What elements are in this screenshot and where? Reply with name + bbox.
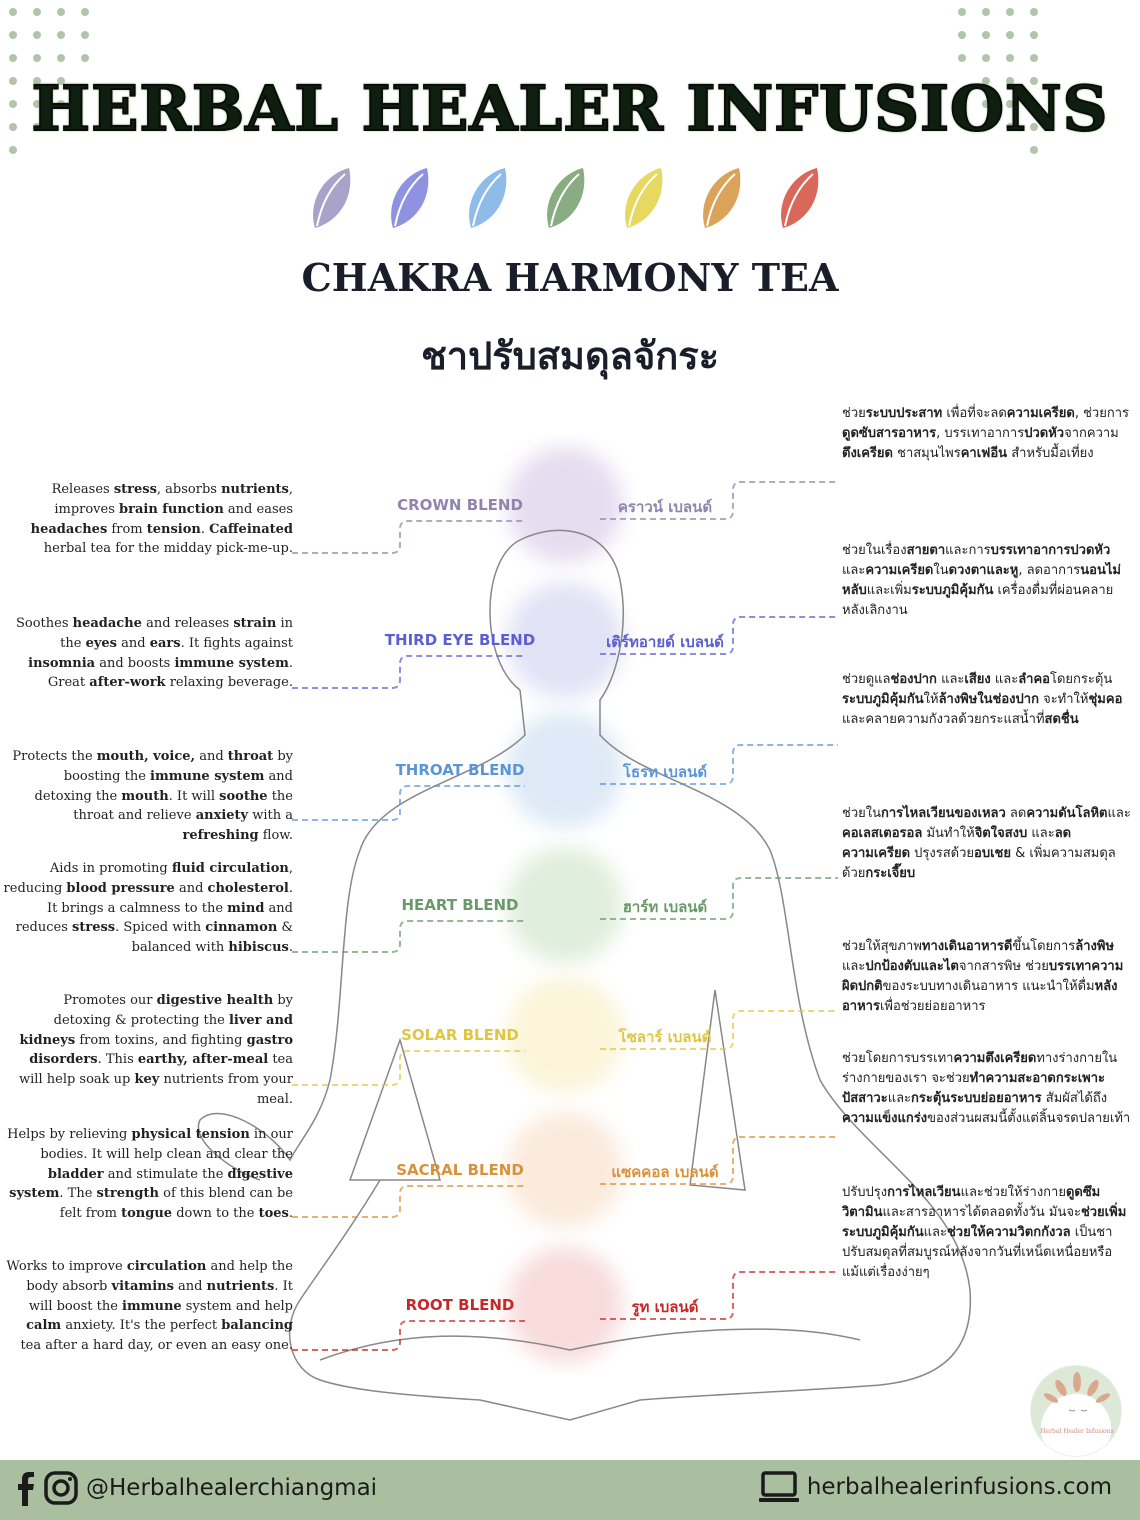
text-segment: system and help <box>181 1298 293 1314</box>
description-th <box>842 937 1132 1017</box>
text-segment: . <box>200 521 210 537</box>
text-segment: , reducing <box>3 861 293 896</box>
connector-line-left <box>292 521 525 553</box>
text-segment: มันทำให้ <box>922 826 975 841</box>
bold-keyword: ความเครียด <box>865 563 934 578</box>
bold-keyword: immune system <box>174 655 289 671</box>
bold-keyword: cholesterol <box>207 880 289 896</box>
bold-keyword: gastro disorders <box>29 1032 293 1068</box>
chakra-label-th: โซลาร์ เบลนด์ <box>618 1028 712 1046</box>
text-segment: และ <box>936 672 965 687</box>
bold-keyword: จิตใจสงบ <box>974 826 1028 841</box>
bold-keyword: คาเฟอีน <box>960 446 1008 461</box>
text-segment: and stimulate the <box>103 1166 228 1182</box>
text-segment: relaxing beverage. <box>165 675 293 691</box>
bold-keyword: ระบบภูมิคุ้มกัน <box>842 692 924 707</box>
text-segment: from toxins, and fighting <box>75 1032 247 1048</box>
text-segment: และช่วยให้ร่างกาย <box>960 1185 1066 1200</box>
bold-keyword: circulation <box>126 1259 207 1274</box>
text-segment: and <box>173 1278 207 1294</box>
text-segment: , ลดอาการ <box>1018 563 1081 578</box>
website-link-group <box>759 1470 1112 1504</box>
bold-keyword: ทำความสะอาดกระเพาะปัสสาวะ <box>842 1071 1106 1106</box>
description-th <box>842 1183 1132 1283</box>
bold-keyword: headaches <box>30 521 108 537</box>
bold-keyword: hibiscus <box>228 940 289 956</box>
bold-keyword: digestive system <box>9 1166 293 1202</box>
description-en <box>3 991 293 1110</box>
text-segment: ให้ <box>923 692 939 707</box>
text-segment: flow. <box>258 828 293 844</box>
bold-keyword: ลดความเครียด <box>842 826 1072 861</box>
chakra-label-th: โธรท เบลนด์ <box>622 763 708 781</box>
description-en <box>3 614 293 693</box>
bold-keyword: เสียง <box>964 672 991 687</box>
text-segment: in our bodies. It will help clean and clear the <box>40 1127 293 1162</box>
bold-keyword: คอเลสเตอรอล <box>842 826 923 841</box>
bold-keyword: ปวดหัว <box>1024 426 1065 441</box>
text-segment: จากความ <box>1064 426 1119 441</box>
subtitle-thai: ชาปรับสมดุลจักระ <box>420 334 720 378</box>
text-segment: ขึ้นโดยการ <box>1012 939 1076 954</box>
text-segment: ช่วยโดยการบรรเทา <box>842 1051 954 1066</box>
bold-keyword: กระเจี๊ยบ <box>865 866 916 881</box>
text-segment: and <box>174 880 208 896</box>
text-segment: ชาสมุนไพร <box>892 446 961 461</box>
text-segment: เพื่อช่วยย่อยอาหาร <box>879 999 986 1014</box>
text-segment: . The <box>59 1186 97 1202</box>
text-segment: ช่วยให้สุขภาพ <box>842 939 922 954</box>
bold-keyword: digestive health <box>156 993 274 1008</box>
text-segment: anxiety. It's the perfect <box>61 1318 222 1334</box>
facebook-icon[interactable] <box>14 1470 36 1506</box>
bold-keyword: ช่องปาก <box>890 672 937 687</box>
bold-keyword: immune system <box>150 768 265 784</box>
text-segment: in the <box>60 616 293 651</box>
instagram-icon[interactable] <box>44 1471 78 1505</box>
bold-keyword: stress <box>72 920 116 936</box>
bold-keyword: ล้างพิษ <box>1075 939 1115 954</box>
text-segment: . <box>288 1206 293 1222</box>
text-segment: . Spiced with <box>115 920 206 936</box>
description-th <box>842 404 1132 464</box>
bold-keyword: ชุ่มคอ <box>1088 692 1123 707</box>
bold-keyword: nutrients <box>221 482 289 497</box>
bold-keyword: anxiety <box>195 808 249 824</box>
website-url[interactable]: herbalhealerinfusions.com <box>806 1474 1112 1500</box>
laptop-icon <box>759 1470 799 1504</box>
chakra-label-en: SOLAR BLEND <box>401 1026 519 1044</box>
connector-line-left <box>292 656 525 688</box>
text-segment: . Great <box>47 655 293 691</box>
bold-keyword: ความตึงเครียด <box>953 1051 1037 1066</box>
text-segment: ทางร่างกายในร่างกายของเรา จะช่วย <box>842 1051 1118 1086</box>
social-links <box>14 1470 377 1506</box>
bold-keyword: calm <box>26 1318 62 1334</box>
text-segment: tea will help soak up <box>19 1052 293 1088</box>
bold-keyword: after-work <box>89 675 166 691</box>
text-segment: herbal tea for the midday pick-me-up. <box>43 541 293 557</box>
text-segment: ของระบบทางเดินอาหาร แนะนำให้ดื่ม <box>882 979 1095 994</box>
text-segment: by boosting the <box>63 749 293 784</box>
bold-keyword: tongue <box>121 1206 173 1222</box>
description-en <box>3 747 293 846</box>
text-segment: จะทำให้ <box>1038 692 1089 707</box>
chakra-label-en: SACRAL BLEND <box>396 1161 524 1179</box>
bold-keyword: ดวงตาและหู <box>948 563 1019 578</box>
bold-keyword: สดชื่น <box>1044 712 1079 727</box>
bold-keyword: refreshing <box>182 828 259 844</box>
bold-keyword: vitamins <box>111 1278 174 1294</box>
bold-keyword: insomnia <box>28 655 96 671</box>
bold-keyword: ความแข็งแกร่ง <box>842 1111 928 1126</box>
text-segment: Helps by relieving <box>7 1127 132 1142</box>
bold-keyword: นอนไม่หลับ <box>842 563 1121 598</box>
chakra-label-th: แซคคอล เบลนด์ <box>611 1163 719 1181</box>
bold-keyword: blood pressure <box>66 880 175 896</box>
text-segment: สัมผัสได้ถึง <box>1041 1091 1108 1106</box>
text-segment: . This <box>97 1052 138 1068</box>
bold-keyword: บรรเทาอาการปวดหัว <box>990 543 1111 558</box>
bold-keyword: balancing <box>221 1318 293 1334</box>
text-segment: และ <box>1027 826 1055 841</box>
text-segment: . It will <box>168 788 220 804</box>
text-segment: Releases <box>51 482 114 497</box>
bold-keyword: soothe <box>219 788 268 804</box>
bold-keyword: nutrients <box>206 1278 275 1294</box>
chakra-label-en: THIRD EYE BLEND <box>384 631 536 649</box>
text-segment: และคลายความกังวลด้วยกระแสน้ำที่ <box>842 712 1045 727</box>
text-segment: & balanced with <box>131 920 293 956</box>
text-segment: and reduces <box>15 900 293 936</box>
chakra-label-en: HEART BLEND <box>401 896 519 914</box>
text-segment: ลด <box>1005 806 1027 821</box>
text-segment: . It fights against <box>180 635 293 651</box>
description-en <box>3 1125 293 1224</box>
text-segment: จากสารพิษ ช่วย <box>958 959 1049 974</box>
text-segment: & เพิ่มความสมดุลด้วย <box>842 846 1116 881</box>
bold-keyword: mind <box>227 900 265 916</box>
bold-keyword: ปกป้องตับและไต <box>865 959 959 974</box>
text-segment: เครื่องดื่มที่ผ่อนคลายหลังเลิกงาน <box>842 583 1114 618</box>
chakra-label-th: รูท เบลนด์ <box>631 1298 699 1316</box>
bold-keyword: การไหลเวียนของเหลว <box>880 806 1006 821</box>
bold-keyword: ล้างพิษในช่องปาก <box>938 692 1039 707</box>
text-segment: และ <box>842 563 866 578</box>
text-segment: ช่วย <box>842 406 866 421</box>
description-th <box>842 804 1132 884</box>
connector-line-left <box>292 1186 525 1217</box>
bold-keyword: strain <box>233 616 277 631</box>
bold-keyword: strength <box>96 1186 159 1202</box>
text-segment: และ <box>923 1225 947 1240</box>
brand-logo <box>1030 1365 1122 1457</box>
text-segment: and <box>195 749 228 764</box>
bold-keyword: ความดันโลหิต <box>1026 806 1108 821</box>
text-segment: และ <box>842 959 866 974</box>
bold-keyword: liver and kidneys <box>19 1012 293 1048</box>
text-segment: Works to improve <box>6 1259 127 1274</box>
chakra-label-th: เติร์ทอายด์ เบลนด์ <box>606 633 724 651</box>
text-segment: โดยกระตุ้น <box>1050 672 1113 687</box>
text-segment: ช่วยดูแล <box>842 672 891 687</box>
bold-keyword: สายตา <box>906 543 946 558</box>
text-segment: สำหรับมื้อเที่ยง <box>1007 446 1094 461</box>
text-segment: the throat and relieve <box>73 788 293 824</box>
text-segment: and <box>117 635 150 651</box>
bold-keyword: ระบบภูมิคุ้มกัน <box>911 583 994 598</box>
description-en <box>3 859 293 958</box>
text-segment: and help the body absorb <box>26 1259 293 1294</box>
bold-keyword: mouth <box>121 788 169 804</box>
chakra-label-th: ฮาร์ท เบลนด์ <box>622 898 708 916</box>
text-segment: and releases <box>141 616 234 631</box>
bold-keyword: immune <box>122 1298 182 1314</box>
text-segment: , improves <box>54 482 293 517</box>
text-segment: และสารอาหารได้ตลอดทั้งวัน มันจะ <box>882 1205 1081 1220</box>
text-segment: with a <box>248 808 293 824</box>
text-segment: . It brings a calmness to the <box>46 880 293 916</box>
text-segment: Aids in promoting <box>49 861 172 876</box>
bold-keyword: อบเชย <box>974 846 1011 861</box>
text-segment: และ <box>990 672 1019 687</box>
bold-keyword: eyes <box>85 635 117 651</box>
connector-line-left <box>292 921 525 952</box>
bold-keyword: หลังอาหาร <box>842 979 1118 1014</box>
text-segment: , ช่วยการ <box>1074 406 1129 421</box>
text-segment: Promotes our <box>63 993 157 1008</box>
text-segment: from <box>107 521 147 537</box>
bold-keyword: bladder <box>47 1166 104 1182</box>
text-segment: and detoxing the <box>34 768 293 804</box>
text-segment: และเพิ่ม <box>866 583 912 598</box>
footer-bar <box>0 1460 1140 1520</box>
description-en <box>3 480 293 559</box>
chakra-label-en: THROAT BLEND <box>395 761 525 779</box>
bold-keyword: key <box>134 1072 160 1088</box>
text-segment: ของส่วนผสมนี้ตั้งแต่ลิ้นจรดปลายเท้า <box>927 1111 1131 1126</box>
bold-keyword: Caffeinated <box>209 521 293 537</box>
text-segment: of this blend can be felt from <box>59 1186 293 1222</box>
text-segment: เพื่อที่จะลด <box>942 406 1007 421</box>
bold-keyword: toes <box>258 1206 289 1222</box>
text-segment: tea after a hard day, or even an easy one. <box>20 1338 293 1354</box>
bold-keyword: ตึงเครียด <box>842 446 893 461</box>
bold-keyword: physical tension <box>131 1127 250 1142</box>
text-segment: by detoxing & protecting the <box>53 993 293 1028</box>
bold-keyword: stress <box>113 482 157 497</box>
bold-keyword: การไหลเวียน <box>887 1185 961 1200</box>
bold-keyword: brain function <box>119 501 224 517</box>
text-segment: ใน <box>933 563 949 578</box>
text-segment: . <box>288 940 293 956</box>
text-segment: ช่วยใน <box>842 806 881 821</box>
text-segment: . It will boost the <box>28 1278 293 1314</box>
text-segment: ปรับปรุง <box>842 1185 888 1200</box>
text-segment: down to the <box>172 1206 259 1222</box>
text-segment: nutrients from your meal. <box>159 1072 293 1107</box>
connector-line-left <box>292 786 525 820</box>
face-leaves-icon <box>1031 1366 1123 1426</box>
text-segment: และ <box>887 1091 912 1106</box>
text-segment: and boosts <box>95 655 175 671</box>
text-segment: Soothes <box>15 616 73 631</box>
text-segment: Protects the <box>12 749 97 764</box>
chakra-label-th: คราวน์ เบลนด์ <box>617 498 713 516</box>
bold-keyword: ระบบประสาท <box>865 406 943 421</box>
text-segment: and eases <box>223 501 293 517</box>
bold-keyword: headache <box>72 616 142 631</box>
chakra-label-en: CROWN BLEND <box>397 496 523 514</box>
page-title: HERBAL HEALER INFUSIONS <box>31 72 1109 145</box>
text-segment: , บรรเทาอาการ <box>936 426 1025 441</box>
subtitle: CHAKRA HARMONY TEA <box>301 255 839 300</box>
text-segment: และ <box>1107 806 1131 821</box>
description-th <box>842 541 1132 621</box>
bold-keyword: cinnamon <box>205 920 278 936</box>
logo-text: Herbal Healer Infusions <box>1040 1428 1114 1435</box>
bold-keyword: ดูดซับสารอาหาร <box>842 426 937 441</box>
text-segment: ช่วยในเรื่อง <box>842 543 907 558</box>
bold-keyword: mouth, voice, <box>96 749 196 764</box>
description-th <box>842 1049 1132 1129</box>
bold-keyword: ears <box>149 635 181 651</box>
bold-keyword: fluid circulation <box>171 861 289 876</box>
bold-keyword: ช่วยเพิ่มระบบภูมิคุ้มกัน <box>842 1205 1127 1240</box>
text-segment: เป็นชาปรับสมดุลที่สมบูรณ์หลังจากวันที่เหน็ดเหนื่อยหรือแม้แต่เรื่องง่ายๆ <box>842 1225 1113 1280</box>
text-segment: , absorbs <box>156 482 222 497</box>
bold-keyword: ความเครียด <box>1006 406 1075 421</box>
bold-keyword: ลำคอ <box>1018 672 1050 687</box>
text-segment: และการ <box>945 543 991 558</box>
bold-keyword: tension <box>146 521 201 537</box>
bold-keyword: ทางเดินอาหารดี <box>921 939 1013 954</box>
text-segment: ปรุงรสด้วย <box>910 846 975 861</box>
bold-keyword: กระตุ้นระบบย่อยอาหาร <box>911 1091 1042 1106</box>
bold-keyword: ช่วยให้ความวิตกกังวล <box>946 1225 1071 1240</box>
bold-keyword: earthy, after-meal <box>137 1052 269 1068</box>
social-handle[interactable]: @Herbalhealerchiangmai <box>86 1475 378 1501</box>
bold-keyword: throat <box>227 749 274 764</box>
connector-line-left <box>292 1321 525 1350</box>
chakra-label-en: ROOT BLEND <box>405 1296 515 1314</box>
bold-keyword: ดูดซึมวิตามิน <box>842 1185 1101 1220</box>
description-en <box>3 1257 293 1356</box>
description-th <box>842 670 1132 730</box>
bold-keyword: บรรเทาความผิดปกติ <box>842 959 1124 994</box>
